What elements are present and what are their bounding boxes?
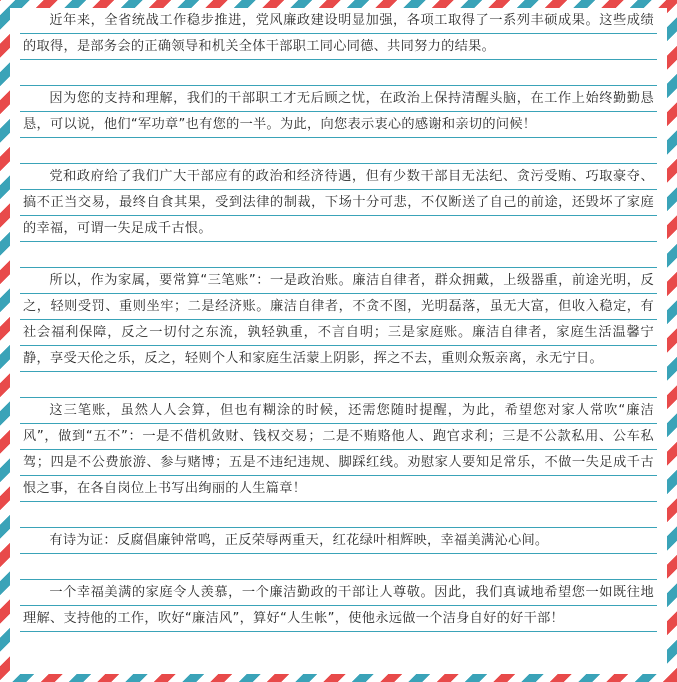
- paragraph-7: [20, 580, 657, 632]
- paragraph-3-text: 党和政府给了我们广大干部应有的政治和经济待遇，但有少数干部目无法纪、贪污受贿、巧取豪夺、搞不正当交易，最终自食其果，受到法律的制裁，下场十分可悲，不仅断送了自己的前途，还毁坏了家庭的幸福，可谓一失足成千古恨。: [20, 164, 657, 242]
- blank-ruled-line: [20, 138, 657, 164]
- letter-body: [20, 8, 657, 632]
- paragraph-3: [20, 164, 657, 242]
- blank-ruled-line: [20, 242, 657, 268]
- blank-ruled-line: [20, 372, 657, 398]
- paragraph-1: [20, 8, 657, 60]
- blank-ruled-line: [20, 554, 657, 580]
- blank-ruled-line: [20, 60, 657, 86]
- blank-ruled-line: [20, 502, 657, 528]
- paragraph-6-text: 有诗为证：反腐倡廉钟常鸣，正反荣辱两重天，红花绿叶相辉映，幸福美满沁心间。: [20, 528, 657, 554]
- paragraph-6: [20, 528, 657, 554]
- letter-paper: [10, 8, 667, 674]
- paragraph-2: [20, 86, 657, 138]
- paragraph-4: [20, 268, 657, 372]
- paragraph-2-text: 因为您的支持和理解，我们的干部职工才无后顾之忧，在政治上保持清醒头脑，在工作上始终勤勤恳恳，可以说，他们“军功章”也有您的一半。为此，向您表示衷心的感谢和亲切的问候！: [20, 86, 657, 138]
- paragraph-5: [20, 398, 657, 502]
- paragraph-5-text: 这三笔账，虽然人人会算，但也有糊涂的时候，还需您随时提醒，为此，希望您对家人常吹“廉洁风”，做到“五不”：一是不借机敛财、钱权交易；二是不贿赂他人、跑官求利；三是不公款私用、公车私驾；四是不公费旅游、参与赌博；五是不违纪违规、脚踩红线。劝慰家人要知足常乐，不做一失足成千古恨之事，在各自岗位上书写出绚丽的人生篇章！: [20, 398, 657, 502]
- paragraph-4-text: 所以，作为家属，要常算“三笔账”：一是政治账。廉洁自律者，群众拥戴，上级器重，前途光明，反之，轻则受罚、重则坐牢；二是经济账。廉洁自律者，不贪不图，光明磊落，虽无大富，但收入稳定，有社会福利保障，反之一切付之东流，孰轻孰重，不言自明；三是家庭账。廉洁自律者，家庭生活温馨宁静，享受天伦之乐，反之，轻则个人和家庭生活蒙上阴影，挥之不去，重则众叛亲离，永无宁日。: [20, 268, 657, 372]
- paragraph-7-text: 一个幸福美满的家庭令人羡慕，一个廉洁勤政的干部让人尊敬。因此，我们真诚地希望您一如既往地理解、支持他的工作，吹好“廉洁风”，算好“人生帐”，使他永远做一个洁身自好的好干部！: [20, 580, 657, 632]
- paragraph-1-text: 近年来，全省统战工作稳步推进，党风廉政建设明显加强，各项工取得了一系列丰硕成果。这些成绩的取得，是部务会的正确领导和机关全体干部职工同心同德、共同努力的结果。: [20, 8, 657, 60]
